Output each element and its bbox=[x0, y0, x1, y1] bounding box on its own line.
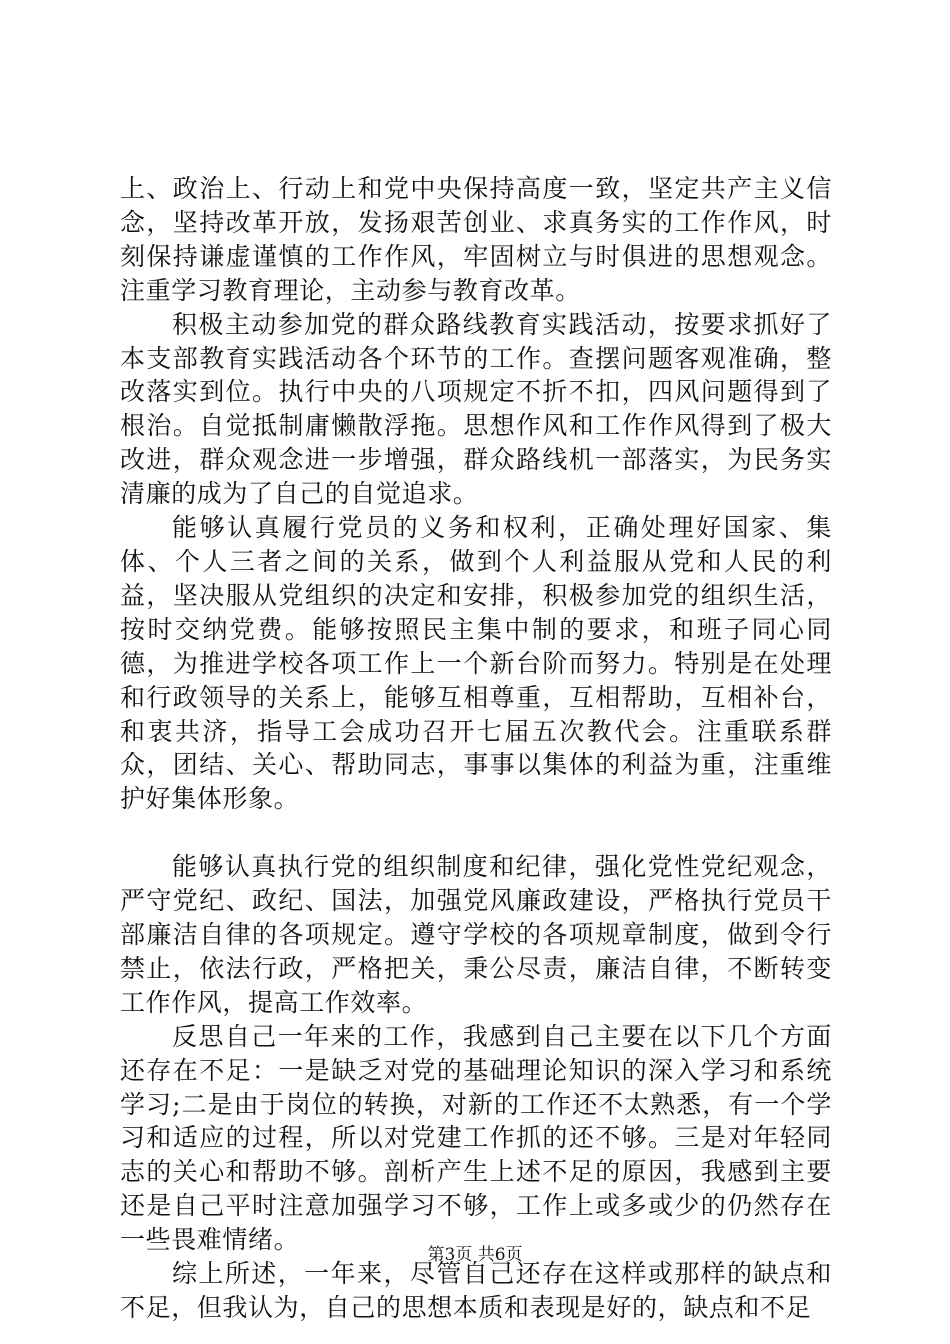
paragraph-member-duties: 能够认真履行党员的义务和权利，正确处理好国家、集体、个人三者之间的关系，做到个人利益服从党和人民的利益，坚决服从党组织的决定和安排，积极参加党的组织生活，按时交纳党费。能够按照民主集中制的要求，和班子同心同德，为推进学校各项工作上一个新台阶而努力。特别是在处理和行政领导的关系上，能够互相尊重，互相帮助，互相补台，和衷共济，指导工会成功召开七届五次教代会。注重联系群众，团结、关心、帮助同志，事事以集体的利益为重，注重维护好集体形象。 bbox=[120, 513, 832, 814]
paragraph-mass-line-campaign: 积极主动参加党的群众路线教育实践活动，按要求抓好了本支部教育实践活动各个环节的工作。查摆问题客观准确，整改落实到位。执行中央的八项规定不折不扣，四风问题得到了根治。自觉抵制庸懒散浮拖。思想作风和工作作风得到了极大改进，群众观念进一步增强，群众路线机一部落实，为民务实清廉的成为了自己的自觉追求。 bbox=[120, 309, 832, 509]
paragraph-shortcomings: 反思自己一年来的工作，我感到自己主要在以下几个方面还存在不足：一是缺乏对党的基础理论知识的深入学习和系统学习;二是由于岗位的转换，对新的工作还不太熟悉，有一个学习和适应的过程，所以对党建工作抓的还不够。三是对年轻同志的关心和帮助不够。剖析产生上述不足的原因，我感到主要还是自己平时注意加强学习不够，工作上或多或少的仍然存在一些畏难情绪。 bbox=[120, 1021, 832, 1255]
paragraph-continuation: 上、政治上、行动上和党中央保持高度一致，坚定共产主义信念，坚持改革开放，发扬艰苦创业、求真务实的工作作风，时刻保持谦虚谨慎的工作作风，牢固树立与时俱进的思想观念。注重学习教育理论，主动参与教育改革。 bbox=[120, 174, 832, 305]
page-number-footer: 第3页 共6页 bbox=[427, 1245, 523, 1265]
paragraph-summary: 综上所述，一年来，尽管自己还存在这样或那样的缺点和不足，但我认为，自己的思想本质和表现是好的，缺点和不足 bbox=[120, 1259, 832, 1322]
paragraph-discipline: 能够认真执行党的组织制度和纪律，强化党性党纪观念，严守党纪、政纪、国法，加强党风廉政建设，严格执行党员干部廉洁自律的各项规定。遵守学校的各项规章制度，做到令行禁止，依法行政，严格把关，秉公尽责，廉洁自律，不断转变工作作风，提高工作效率。 bbox=[120, 852, 832, 1017]
document-body bbox=[120, 172, 832, 1325]
